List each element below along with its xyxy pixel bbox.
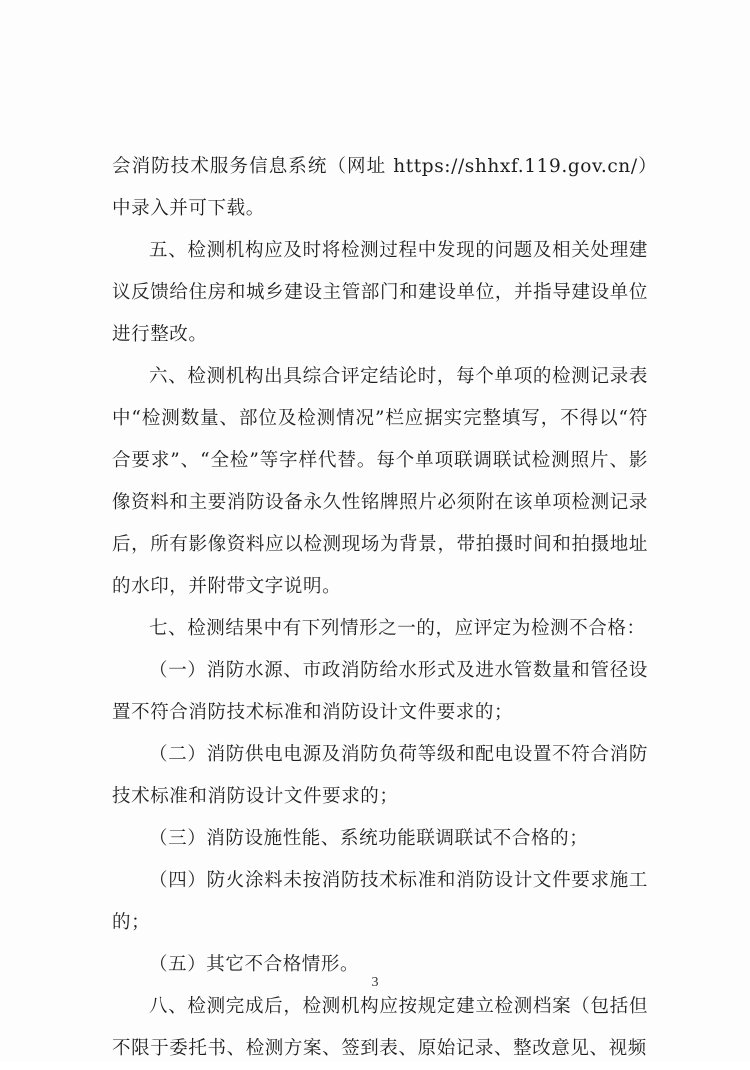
paragraph-item-7-4: （四）防火涂料未按消防技术标准和消防设计文件要求施工的； [112,870,648,933]
paragraph-item-7: 七、检测结果中有下列情形之一的，应评定为检测不合格： [149,618,646,639]
paragraph-item-6: 六、检测机构出具综合评定结论时，每个单项的检测记录表中“检测数量、部位及检测情况”栏应据实完整填写，不得以“符合要求”、“全检”等字样代替。每个单项联调联试检测照片、影像资料和主要消防设备永久性铭牌照片必须附在该单项检测记录后，所有影像资料应以检测现场为背景，带拍摄时间和拍摄地址的水印，并附带文字说明。 [112,366,648,597]
paragraph-item-7-3: （三）消防设施性能、系统功能联调联试不合格的； [149,828,589,849]
paragraph-continuation: 会消防技术服务信息系统（网址 https://shhxf.119.gov.cn/）中录入并可下载。 [112,156,648,219]
paragraph-item-5: 五、检测机构应及时将检测过程中发现的问题及相关处理建议反馈给住房和城乡建设主管部门和建设单位，并指导建设单位进行整改。 [112,240,648,345]
paragraph-item-7-1: （一）消防水源、市政消防给水形式及进水管数量和管径设置不符合消防技术标准和消防设计文件要求的； [112,660,648,723]
paragraph-item-7-5: （五）其它不合格情形。 [149,954,360,975]
page-number: 3 [371,975,379,990]
paragraph-item-7-2: （二）消防供电电源及消防负荷等级和配电设置不符合消防技术标准和消防设计文件要求的； [112,744,648,807]
paragraph-item-8: 八、检测完成后，检测机构应按规定建立检测档案（包括但不限于委托书、检测方案、签到表、原始记录、整改意见、视频 [112,996,648,1059]
document-body [112,146,648,1070]
